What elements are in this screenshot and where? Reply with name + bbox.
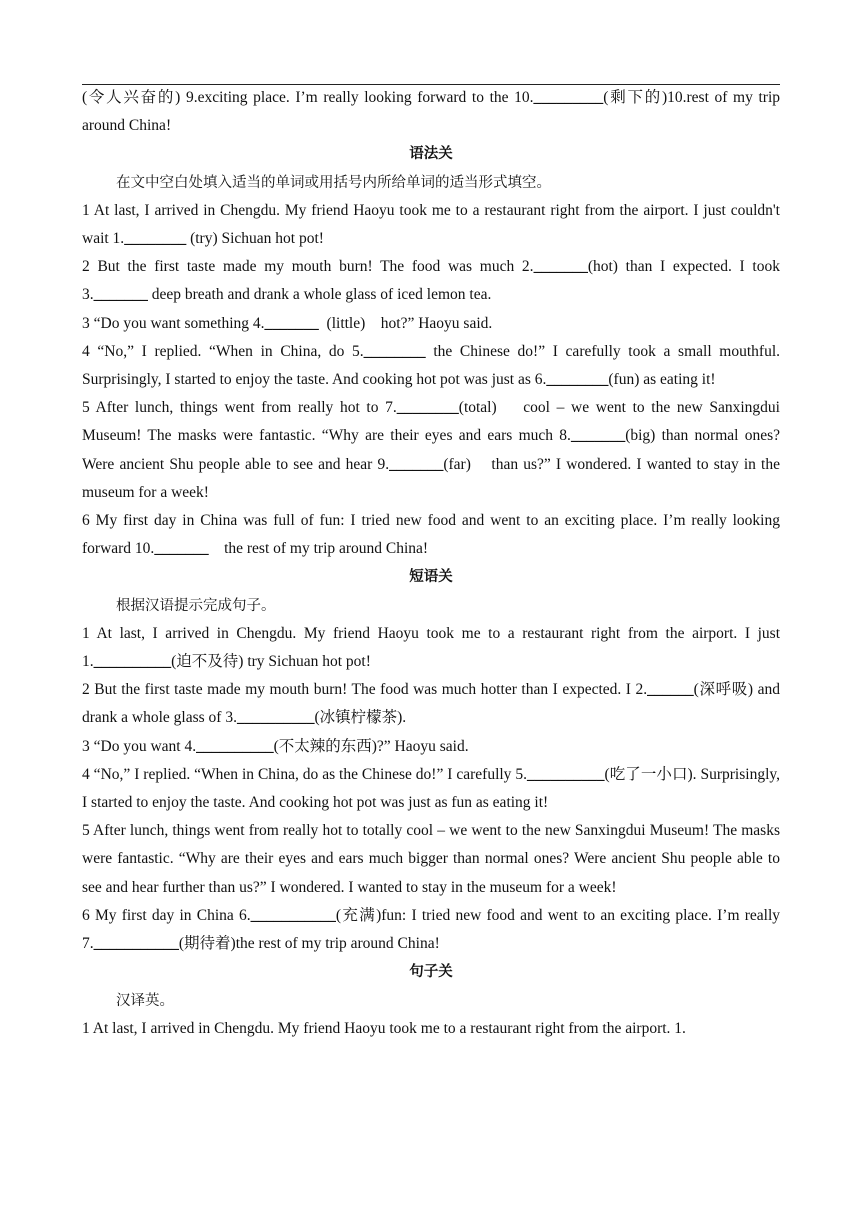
item-text: 6 My first day in China was full of fun: I tried new food and went to an exciting place. I’m really looking forward 10. (82, 512, 780, 558)
item-text: (不太辣的东西)?” Haoyu said. (273, 737, 469, 755)
grammar-item-6 (82, 507, 780, 563)
item-text: 2 But the first taste made my mouth burn! The food was much hotter than I expected. I 2. (82, 681, 648, 699)
item-text: 2 But the first taste made my mouth burn! The food was much 2. (82, 258, 534, 276)
sentence-heading: 句子关 (409, 964, 453, 981)
item-text: 6 My first day in China 6. (82, 906, 251, 924)
item-text: 1 At last, I arrived in Chengdu. My friend Haoyu took me to a restaurant right from the airport. I just 1. (82, 624, 780, 671)
grammar-item-4 (82, 338, 780, 394)
answer-blank[interactable]: ________ (124, 230, 187, 248)
answer-blank[interactable]: __________ (93, 653, 172, 671)
phrase-item-1 (82, 620, 780, 676)
intro-paragraph (82, 84, 780, 140)
answer-blank[interactable]: ________ (363, 342, 426, 360)
answer-blank[interactable]: _______ (389, 455, 444, 473)
intro-text: (令人兴奋的) 9.exciting place. I’m really looking forward to the 10. (82, 89, 534, 106)
answer-blank[interactable]: _______ (264, 314, 319, 332)
answer-blank[interactable]: __________ (236, 709, 315, 727)
item-text: (little) hot?” Haoyu said. (318, 314, 493, 332)
answer-blank[interactable]: _______ (533, 258, 588, 276)
answer-blank[interactable]: _______ (93, 286, 148, 304)
grammar-item-5 (82, 394, 784, 507)
answer-blank[interactable]: ________ (546, 371, 609, 389)
phrase-item-5 (82, 817, 780, 902)
item-text: (total) cool – we went to the new Sanxingdui Museum! The masks were fantastic. “Why are their eyes and ears much 8. (82, 399, 784, 445)
answer-blank[interactable]: __________ (196, 737, 274, 755)
answer-blank[interactable]: __________ (527, 765, 605, 783)
item-text: (far) than us?” I wondered. I wanted to stay in the museum for a week! (82, 455, 784, 501)
phrase-heading: 短语关 (409, 569, 453, 586)
item-text: (期待着)the rest of my trip around China! (178, 935, 440, 953)
item-text: the rest of my trip around China! (208, 540, 429, 558)
worksheet-page (82, 84, 784, 1043)
answer-blank[interactable]: ______ (647, 681, 694, 699)
item-text: deep breath and drank a whole glass of iced lemon tea. (147, 286, 492, 304)
item-text: (深呼吸) and drank a whole glass of 3. (82, 681, 780, 727)
answer-blank[interactable]: _________ (533, 89, 604, 106)
sentence-instruction: 汉译英。 (116, 992, 174, 1009)
item-text: the Chinese do!” I carefully took a small mouthful. Surprisingly, I started to enjoy the taste. And cooking hot pot was just as 6. (82, 342, 781, 389)
item-text: 5 After lunch, things went from really hot to 7. (82, 399, 397, 417)
item-text: 4 “No,” I replied. “When in China, do 5. (82, 342, 364, 360)
answer-blank[interactable]: ___________ (250, 906, 336, 924)
item-text: (迫不及待) try Sichuan hot pot! (171, 653, 371, 671)
item-text: 3 “Do you want something 4. (82, 314, 265, 332)
answer-blank[interactable]: _______ (154, 540, 209, 558)
item-text: (big) than normal ones? Were ancient Shu people able to see and hear 9. (82, 427, 780, 473)
item-text: (fun) as eating it! (608, 371, 716, 389)
item-text: 1 At last, I arrived in Chengdu. My friend Haoyu took me to a restaurant right from the airport. I just couldn't wait 1. (82, 201, 780, 248)
item-text: (hot) than I expected. I took 3. (82, 258, 780, 304)
item-text: (充满)fun: I tried new food and went to an exciting place. I’m really 7. (82, 906, 781, 953)
phrase-item-4 (82, 761, 780, 817)
phrase-item-2 (82, 676, 780, 732)
item-text: 1 At last, I arrived in Chengdu. My friend Haoyu took me to a restaurant right from the airport. 1. (82, 1019, 686, 1037)
item-text: (try) Sichuan hot pot! (186, 230, 324, 248)
phrase-instruction: 根据汉语提示完成句子。 (116, 597, 276, 614)
item-text: 5 After lunch, things went from really hot to totally cool – we went to the new Sanxingdui Museum! The masks were fantastic. “Why are their eyes and ears much bigger than normal ones? Were ancient Shu people able to see and hear further than us?” I wondered. I wanted to stay in the museum for a week! (82, 822, 780, 896)
grammar-item-3 (82, 310, 780, 338)
intro-text: (剩下的)10.rest of my trip around China! (82, 89, 780, 135)
grammar-item-1 (82, 197, 780, 253)
grammar-item-2 (82, 253, 780, 309)
sentence-item-1 (82, 1015, 780, 1043)
answer-blank[interactable]: ________ (396, 399, 459, 417)
item-text: 4 “No,” I replied. “When in China, do as the Chinese do!” I carefully 5. (82, 765, 527, 783)
item-text: 3 “Do you want 4. (82, 737, 197, 755)
phrase-item-6 (82, 902, 780, 958)
answer-blank[interactable]: _______ (570, 427, 626, 445)
grammar-instruction: 在文中空白处填入适当的单词或用括号内所给单词的适当形式填空。 (116, 174, 551, 191)
item-text: (吃了一小口). Surprisingly, I started to enjoy the taste. And cooking hot pot was just as fun as eating it! (82, 765, 780, 812)
item-text: (冰镇柠檬茶). (314, 709, 407, 727)
phrase-item-3 (82, 733, 780, 761)
grammar-heading: 语法关 (409, 146, 453, 163)
answer-blank[interactable]: ___________ (93, 935, 179, 953)
